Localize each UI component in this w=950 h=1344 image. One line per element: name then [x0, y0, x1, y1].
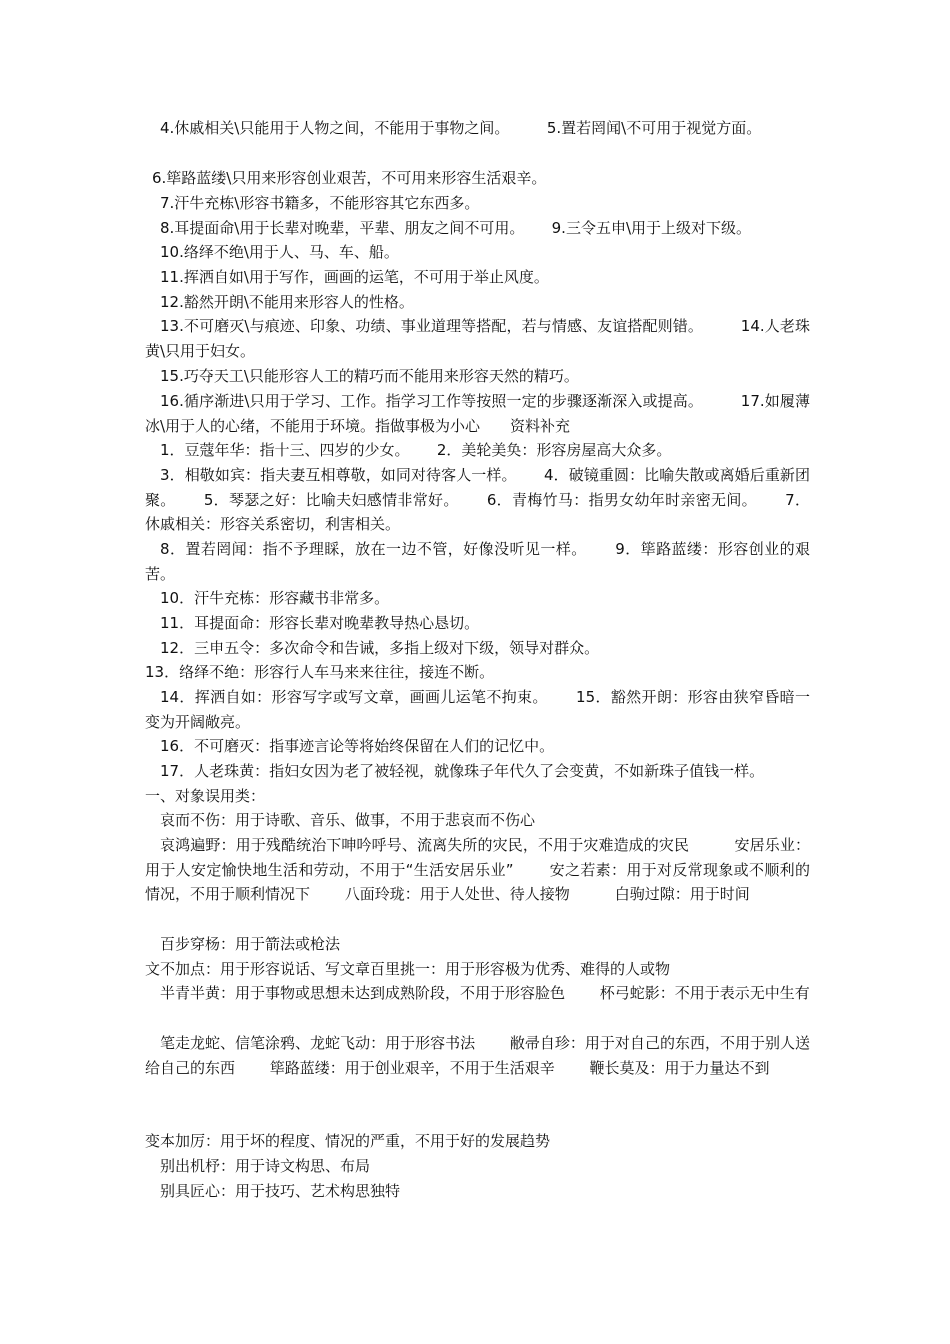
paragraph-30: 别具匠心：用于技巧、艺术构思独特	[160, 1182, 401, 1200]
paragraph-25: 文不加点：用于形容说话、写文章百里挑一：用于形容极为优秀、难得的人或物	[145, 960, 671, 978]
paragraph-23: 哀鸿遍野：用于残酷统治下呻吟呼号、流离失所的灾民，不用于灾难造成的灾民 安居乐业：用于人安定愉快地生活和劳动，不用于“生活安居乐业” 安之若素：用于对反常现象或不顺利的情况，不用于顺利情况下 八面玲珑：用于人处世、待人接物 白驹过隙：用于时间	[145, 836, 810, 904]
paragraph-14: 10．汗牛充栋：形容藏书非常多。	[160, 589, 390, 607]
paragraph-29: 别出机杼：用于诗文构思、布局	[160, 1157, 371, 1175]
paragraph-19: 16．不可磨灭：指事迹言论等将始终保留在人们的记忆中。	[160, 737, 555, 755]
paragraph-27: 笔走龙蛇、信笔涂鸦、龙蛇飞动：用于形容书法 敝帚自珍：用于对自己的东西，不用于别人送给自己的东西 筚路蓝缕：用于创业艰辛，不用于生活艰辛 鞭长莫及：用于力量达不到	[145, 1034, 810, 1077]
paragraph-7: 12.豁然开朗\不能用来形容人的性格。	[160, 293, 414, 311]
paragraph-1: 4.休戚相关\只能用于人物之间，不能用于事物之间。 5.置若罔闻\不可用于视觉方面。	[160, 119, 762, 137]
section-heading: 一、对象误用类：	[145, 787, 266, 805]
paragraph-8: 13.不可磨灭\与痕迹、印象、功绩、事业道理等搭配，若与情感、友谊搭配则错。 14.人老珠黄\只用于妇女。	[145, 317, 810, 360]
paragraph-20: 17．人老珠黄：指妇女因为老了被轻视，就像珠子年代久了会变黄，不如新珠子值钱一样。	[160, 762, 765, 780]
paragraph-4: 8.耳提面命\用于长辈对晚辈，平辈、朋友之间不可用。 9.三令五申\用于上级对下级。	[160, 219, 752, 237]
paragraph-12: 3．相敬如宾：指夫妻互相尊敬，如同对待客人一样。 4．破镜重圆：比喻失散或离婚后重新团聚。 5．琴瑟之好：比喻夫妇感情非常好。 6．青梅竹马：指男女幼年时亲密无间。 7．休戚相关：形容关系密切，利害相关。	[145, 466, 810, 534]
paragraph-24: 百步穿杨：用于箭法或枪法	[160, 935, 341, 953]
paragraph-22: 哀而不伤：用于诗歌、音乐、做事，不用于悲哀而不伤心	[160, 811, 536, 829]
paragraph-9: 15.巧夺天工\只能形容人工的精巧而不能用来形容天然的精巧。	[160, 367, 579, 385]
paragraph-26: 半青半黄：用于事物或思想未达到成熟阶段，不用于形容脸色 杯弓蛇影：不用于表示无中生有	[160, 984, 810, 1002]
paragraph-13: 8．置若罔闻：指不予理睬，放在一边不管，好像没听见一样。 9．筚路蓝缕：形容创业的艰苦。	[145, 540, 810, 583]
paragraph-5: 10.络绎不绝\用于人、马、车、船。	[160, 243, 399, 261]
paragraph-18: 14．挥洒自如：形容写字或写文章，画画儿运笔不拘束。 15．豁然开朗：形容由狭窄昏暗一变为开阔敞亮。	[145, 688, 810, 731]
paragraph-28: 变本加厉：用于坏的程度、情况的严重，不用于好的发展趋势	[145, 1132, 551, 1150]
paragraph-2: 6.筚路蓝缕\只用来形容创业艰苦，不可用来形容生活艰辛。	[152, 169, 547, 187]
paragraph-16: 12．三申五令：多次命令和告诫，多指上级对下级，领导对群众。	[160, 639, 600, 657]
paragraph-10: 16.循序渐进\只用于学习、工作。指学习工作等按照一定的步骤逐渐深入或提高。 17.如履薄冰\用于人的心绪，不能用于环境。指做事极为小心 资料补充	[145, 392, 810, 435]
paragraph-3: 7.汗牛充栋\形容书籍多，不能形容其它东西多。	[160, 194, 480, 212]
paragraph-11: 1．豆蔻年华：指十三、四岁的少女。 2．美轮美奂：形容房屋高大众多。	[160, 441, 672, 459]
paragraph-17: 13．络绎不绝：形容行人车马来来往往，接连不断。	[145, 663, 495, 681]
paragraph-6: 11.挥洒自如\用于写作，画画的运笔，不可用于举止风度。	[160, 268, 549, 286]
paragraph-15: 11．耳提面命：形容长辈对晚辈教导热心恳切。	[160, 614, 480, 632]
